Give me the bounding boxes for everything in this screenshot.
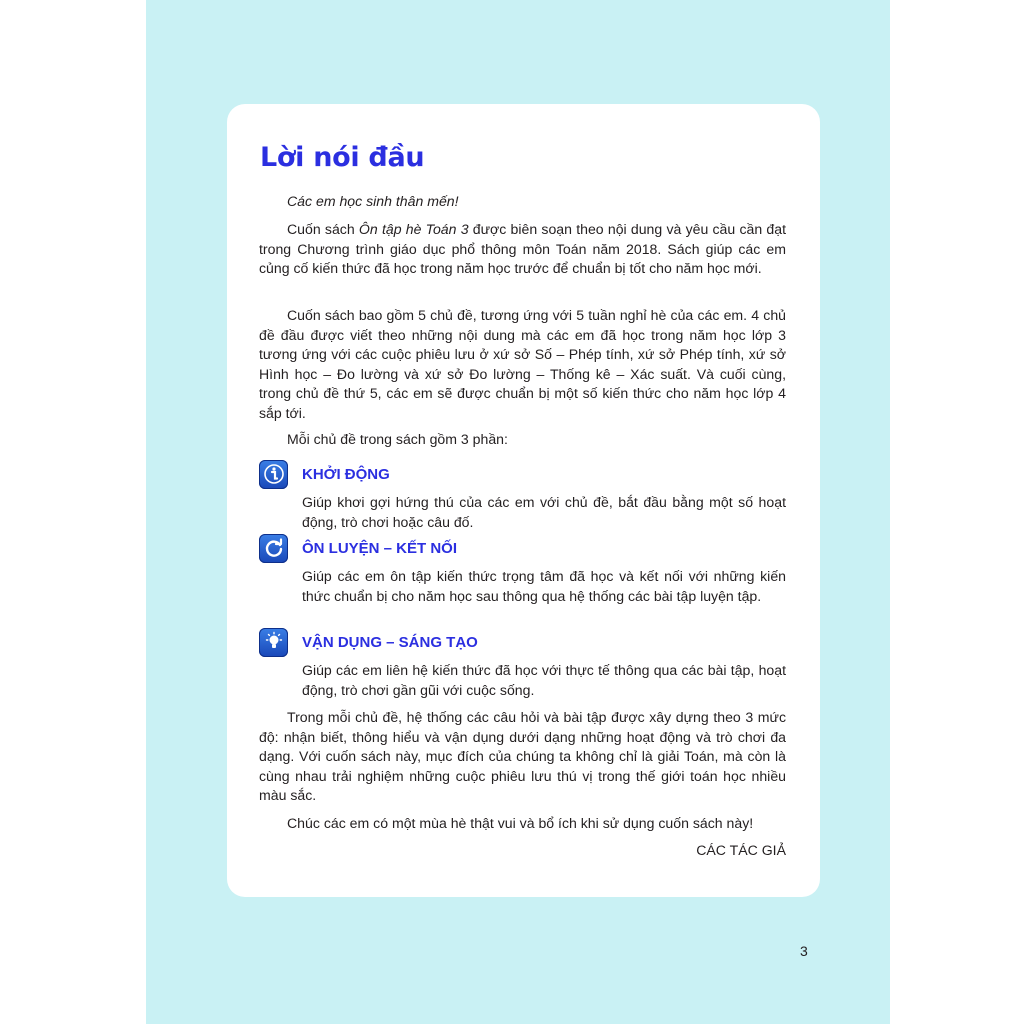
section-on-luyen-header bbox=[259, 533, 457, 563]
section-heading: ÔN LUYỆN – KẾT NỐI bbox=[302, 539, 458, 557]
page-title: Lời nói đầu bbox=[260, 142, 425, 173]
page-number: 3 bbox=[800, 943, 808, 959]
section-body: Giúp các em ôn tập kiến thức trọng tâm đã học và kết nối với những kiến thức chuẩn bị cho năm học sau thông qua hệ thống các bài tập luyện tập. bbox=[302, 568, 786, 604]
parts-intro: Mỗi chủ đề trong sách gồm 3 phần: bbox=[287, 431, 508, 447]
section-heading: KHỞI ĐỘNG bbox=[302, 465, 390, 483]
book-title: Ôn tập hè Toán 3 bbox=[358, 221, 469, 237]
refresh-icon bbox=[259, 534, 288, 563]
info-icon bbox=[259, 460, 288, 489]
signature: CÁC TÁC GIẢ bbox=[696, 842, 786, 858]
section-heading: VẬN DỤNG – SÁNG TẠO bbox=[302, 633, 478, 651]
book-page bbox=[146, 0, 890, 1024]
section-van-dung-header bbox=[259, 627, 478, 657]
section-khoi-dong-header bbox=[259, 459, 390, 489]
section-body: Giúp khơi gợi hứng thú của các em với chủ đề, bắt đầu bằng một số hoạt động, trò chơi hoặc câu đố. bbox=[302, 494, 786, 530]
intro-rest: được biên soạn theo nội dung và yêu cầu cần đạt trong Chương trình giáo dục phổ thông môn Toán năm 2018. Sách giúp các em củng cố kiến thức đã học trong năm học trước để chuẩn bị tốt cho năm học mới. bbox=[259, 221, 786, 277]
section-body: Giúp các em liên hệ kiến thức đã học với thực tế thông qua các bài tập, hoạt động, trò chơi gần gũi với cuộc sống. bbox=[302, 662, 786, 698]
intro-paragraph bbox=[259, 220, 786, 279]
levels-paragraph: Trong mỗi chủ đề, hệ thống các câu hỏi và bài tập được xây dựng theo 3 mức độ: nhận biết, thông hiểu và vận dụng dưới dạng những hoạt động và trò chơi đa dạng. Với cuốn sách này, mục đích của chúng ta không chỉ là giải Toán, mà còn là cùng nhau trải nghiệm những cuộc phiêu lưu thú vị trong thế giới toán học nhiều màu sắc. bbox=[259, 709, 786, 804]
intro-lead: Cuốn sách bbox=[287, 221, 359, 237]
lightbulb-icon bbox=[259, 628, 288, 657]
closing-line: Chúc các em có một mùa hè thật vui và bổ ích khi sử dụng cuốn sách này! bbox=[287, 815, 754, 831]
preface-card bbox=[227, 104, 820, 897]
greeting: Các em học sinh thân mến! bbox=[287, 193, 459, 209]
structure-paragraph: Cuốn sách bao gồm 5 chủ đề, tương ứng với 5 tuần nghỉ hè của các em. 4 chủ đề đầu được viết theo những nội dung mà các em đã học trong năm học lớp 3 tương ứng với các cuộc phiêu lưu ở xứ sở Số – Phép tính, xứ sở Phép tính, xứ sở Hình học – Đo lường và xứ sở Đo lường – Thống kê – Xác suất. Và cuối cùng, trong chủ đề thứ 5, các em sẽ được chuẩn bị một số kiến thức cho năm học lớp 4 sắp tới. bbox=[259, 307, 786, 421]
